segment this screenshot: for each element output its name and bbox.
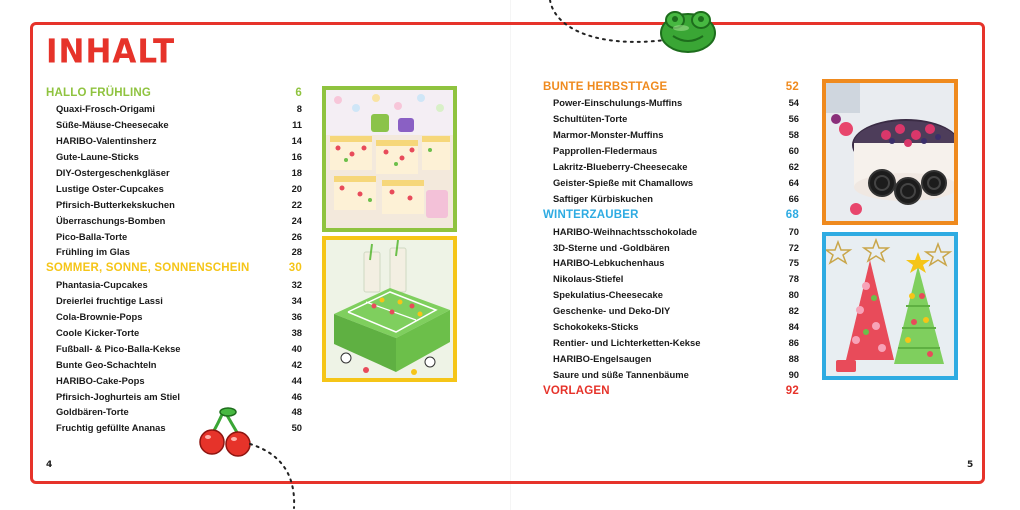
toc-item[interactable]: [543, 143, 799, 159]
toc-item[interactable]: [543, 239, 799, 255]
toc-item[interactable]: [543, 255, 799, 271]
toc-item[interactable]: [543, 127, 799, 143]
page-number-left: 4: [46, 460, 53, 470]
item-page: 66: [788, 192, 799, 204]
item-title: DIY-Ostergeschenkgläser: [56, 167, 170, 178]
item-page: 88: [788, 352, 799, 364]
section-title: BUNTE HERBSTTAGE: [543, 80, 668, 93]
toc-item[interactable]: [543, 303, 799, 319]
item-page: 86: [788, 336, 799, 348]
item-page: 70: [788, 225, 799, 237]
section-page: 30: [288, 262, 302, 275]
toc-item[interactable]: [543, 223, 799, 239]
item-title: Fruchtig gefüllte Ananas: [56, 422, 166, 434]
item-page: 44: [291, 374, 302, 386]
toc-item[interactable]: [46, 244, 302, 260]
item-page: 24: [291, 214, 302, 226]
item-page: 38: [291, 327, 302, 339]
toc-item[interactable]: [543, 287, 799, 303]
item-page: 64: [788, 176, 799, 188]
section-page: 92: [785, 384, 799, 397]
item-page: 11: [292, 119, 302, 131]
section-title: VORLAGEN: [543, 384, 610, 397]
item-page: 16: [291, 151, 302, 163]
toc-item[interactable]: [46, 133, 302, 149]
item-title: 3D-Sterne und -Goldbären: [553, 241, 670, 253]
item-title: Cola-Brownie-Pops: [56, 311, 143, 323]
section-title: SOMMER, SONNE, SONNENSCHEIN: [46, 262, 250, 275]
toc-section-winter[interactable]: [543, 206, 799, 223]
item-title: Fußball- & Pico-Balla-Kekse: [56, 342, 181, 354]
toc-item[interactable]: [46, 165, 302, 181]
item-page: 84: [788, 321, 799, 333]
toc-item[interactable]: [46, 325, 302, 341]
item-page: 72: [788, 241, 799, 253]
toc-item[interactable]: [46, 101, 302, 117]
item-page: 20: [291, 182, 302, 194]
item-title: Nikolaus-Stiefel: [553, 273, 624, 285]
item-title: Geister-Spieße mit Chamallows: [553, 176, 694, 188]
photo-spring-cake: [322, 86, 457, 232]
toc-item[interactable]: [543, 159, 799, 175]
item-title: Gute-Laune-Sticks: [56, 151, 139, 163]
toc-item[interactable]: [543, 111, 799, 127]
item-title: Pico-Balla-Torte: [56, 230, 128, 242]
item-title: Saftiger Kürbiskuchen: [553, 192, 654, 204]
item-page: 62: [788, 161, 799, 172]
item-title: HARIBO-Lebkuchenhaus: [553, 257, 665, 269]
toc-item[interactable]: [46, 340, 302, 356]
toc-item[interactable]: [543, 190, 799, 206]
item-title: HARIBO-Weihnachtsschokolade: [553, 225, 698, 237]
toc-item[interactable]: [543, 174, 799, 190]
dotted-path-bottom: [246, 440, 306, 510]
section-page: 6: [295, 86, 302, 99]
item-title: Bunte Geo-Schachteln: [56, 358, 157, 370]
toc-item[interactable]: [46, 388, 302, 404]
item-title: Schokokeks-Sticks: [553, 321, 639, 333]
item-title: Pfirsich-Joghurteis am Stiel: [56, 390, 180, 402]
item-title: Lakritz-Blueberry-Cheesecake: [553, 161, 688, 172]
toc-item[interactable]: [543, 350, 799, 366]
toc-item[interactable]: [46, 309, 302, 325]
item-page: 58: [788, 129, 799, 141]
item-page: 22: [291, 198, 302, 210]
toc-item[interactable]: [46, 212, 302, 228]
toc-item[interactable]: [46, 404, 302, 420]
item-page: 75: [788, 257, 799, 269]
item-title: Saure und süße Tannenbäume: [553, 368, 689, 380]
item-page: 18: [291, 167, 302, 178]
item-title: Coole Kicker-Torte: [56, 327, 140, 339]
item-title: Geschenke- und Deko-DIY: [553, 305, 671, 317]
section-title: WINTERZAUBER: [543, 208, 639, 221]
toc-item[interactable]: [46, 356, 302, 372]
item-page: 50: [291, 422, 302, 434]
section-title: HALLO FRÜHLING: [46, 86, 152, 99]
photo-football-cake: [322, 236, 457, 382]
item-title: Süße-Mäuse-Cheesecake: [56, 119, 169, 131]
item-page: 26: [291, 230, 302, 242]
photo-christmas-trees: [822, 232, 958, 380]
page-number-right: 5: [967, 460, 974, 470]
item-title: HARIBO-Engelsaugen: [553, 352, 652, 364]
item-title: Goldbären-Torte: [56, 406, 129, 418]
item-page: 40: [291, 342, 302, 354]
item-title: HARIBO-Cake-Pops: [56, 374, 145, 386]
toc-item[interactable]: [46, 277, 302, 293]
item-title: Lustige Oster-Cupcakes: [56, 182, 164, 194]
item-title: HARIBO-Valentinsherz: [56, 135, 157, 147]
item-title: Frühling im Glas: [56, 246, 130, 258]
item-title: Rentier- und Lichterketten-Kekse: [553, 336, 701, 348]
item-page: 82: [788, 305, 799, 317]
item-page: 34: [291, 295, 302, 307]
item-page: 32: [291, 279, 302, 291]
toc-item[interactable]: [543, 95, 799, 111]
item-page: 56: [788, 113, 799, 125]
item-page: 78: [788, 273, 799, 285]
toc-item[interactable]: [46, 228, 302, 244]
item-page: 48: [291, 406, 302, 418]
item-title: Spekulatius-Cheesecake: [553, 289, 663, 301]
toc-item[interactable]: [46, 149, 302, 165]
section-page: 68: [785, 208, 799, 221]
item-title: Quaxi-Frosch-Origami: [56, 103, 155, 115]
toc-item[interactable]: [543, 319, 799, 335]
item-page: 36: [291, 311, 302, 323]
toc-section-summer[interactable]: [46, 260, 302, 277]
toc-item[interactable]: [543, 366, 799, 382]
item-page: 80: [788, 289, 799, 301]
toc-item[interactable]: [46, 372, 302, 388]
toc-right: [543, 78, 799, 399]
item-title: Papprollen-Fledermaus: [553, 145, 658, 157]
toc-item[interactable]: [543, 334, 799, 350]
toc-item[interactable]: [46, 117, 302, 133]
item-page: 46: [291, 390, 302, 402]
item-title: Marmor-Monster-Muffins: [553, 129, 664, 141]
toc-item[interactable]: [46, 420, 302, 436]
toc-item[interactable]: [46, 196, 302, 212]
toc-section-spring[interactable]: [46, 84, 302, 101]
section-page: 52: [785, 80, 799, 93]
item-page: 28: [291, 246, 302, 258]
toc-item[interactable]: [543, 271, 799, 287]
toc-item[interactable]: [46, 180, 302, 196]
toc-item[interactable]: [46, 293, 302, 309]
item-page: 90: [788, 368, 799, 380]
item-page: 8: [296, 103, 302, 115]
item-title: Power-Einschulungs-Muffins: [553, 97, 683, 109]
item-page: 42: [291, 358, 302, 370]
toc-section-templates[interactable]: [543, 382, 799, 399]
item-title: Überraschungs-Bomben: [56, 214, 166, 226]
frog-gummy-icon: [655, 6, 721, 56]
page-title: INHALT: [46, 33, 176, 71]
item-page: 14: [291, 135, 302, 147]
item-page: 60: [788, 145, 799, 157]
toc-left: [46, 84, 302, 436]
item-page: 54: [788, 97, 799, 109]
item-title: Pfirsich-Butterkekskuchen: [56, 198, 175, 210]
item-title: Dreierlei fruchtige Lassi: [56, 295, 163, 307]
photo-blueberry-cheesecake: [822, 79, 958, 225]
toc-section-autumn[interactable]: [543, 78, 799, 95]
item-title: Schultüten-Torte: [553, 113, 628, 125]
item-title: Phantasia-Cupcakes: [56, 279, 148, 291]
